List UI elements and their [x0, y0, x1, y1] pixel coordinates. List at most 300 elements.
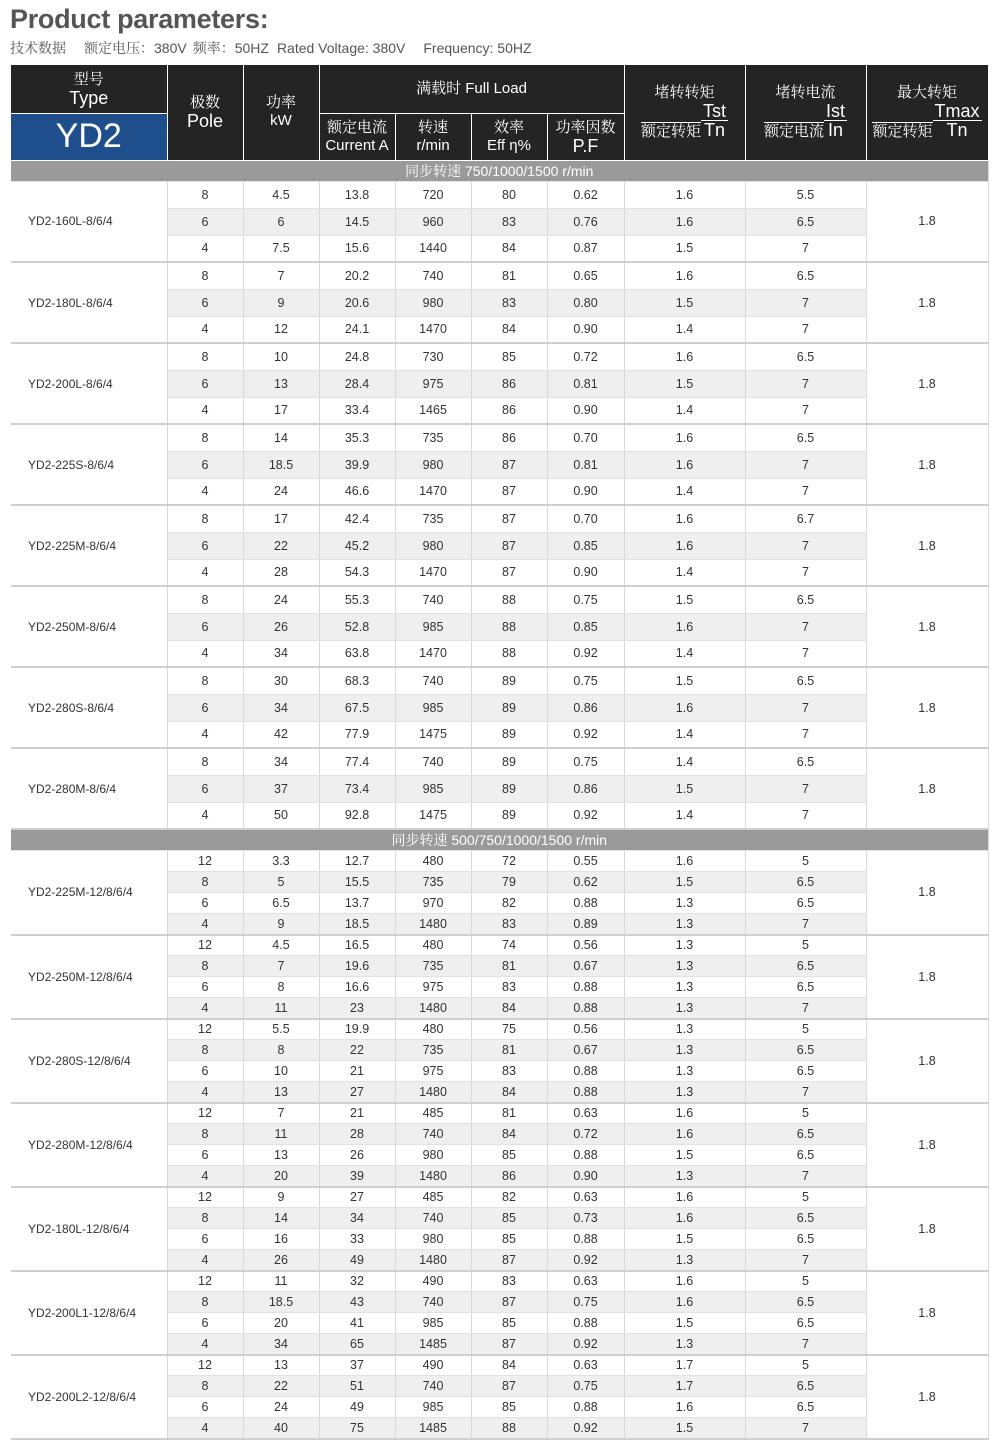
table-row [11, 1271, 988, 1292]
model-type: YD2-180L-12/8/6/4 [11, 1187, 167, 1271]
cell-speed: 735 [395, 1040, 471, 1061]
cell-efficiency: 85 [471, 1397, 547, 1418]
header-tmax-cn2: 额定转矩 [872, 122, 933, 140]
cell-ist-ratio: 7 [745, 914, 866, 935]
subtitle-voltage-cn: 额定电压：380V [84, 40, 187, 56]
cell-power: 5 [243, 872, 319, 893]
header-type-cn: 型号 [73, 70, 104, 88]
cell-speed: 480 [395, 851, 471, 872]
cell-power-factor: 0.63 [547, 1103, 624, 1124]
cell-power-factor: 0.62 [547, 181, 624, 208]
cell-speed: 975 [395, 977, 471, 998]
cell-current: 13.7 [319, 893, 395, 914]
header-current-en: Current A [325, 136, 389, 154]
table-row [11, 1187, 988, 1208]
header-tmax-cn1: 最大转矩 [896, 83, 957, 101]
cell-ist-ratio: 6.5 [745, 343, 866, 370]
cell-current: 23 [319, 998, 395, 1019]
cell-current: 19.6 [319, 956, 395, 977]
header-type-en: Type [69, 87, 109, 108]
cell-tst-ratio: 1.6 [624, 694, 745, 721]
cell-current: 21 [319, 1061, 395, 1082]
cell-pole: 4 [167, 235, 243, 262]
cell-power: 8 [243, 977, 319, 998]
cell-speed: 1480 [395, 1166, 471, 1187]
cell-ist-ratio: 7 [745, 532, 866, 559]
cell-efficiency: 84 [471, 998, 547, 1019]
cell-efficiency: 84 [471, 1082, 547, 1103]
cell-efficiency: 87 [471, 1250, 547, 1271]
cell-pole: 4 [167, 1250, 243, 1271]
cell-efficiency: 81 [471, 1103, 547, 1124]
cell-efficiency: 89 [471, 721, 547, 748]
cell-efficiency: 83 [471, 977, 547, 998]
cell-efficiency: 72 [471, 851, 547, 872]
header-ist-cn1: 堵转电流 [775, 83, 836, 101]
cell-current: 13.8 [319, 181, 395, 208]
cell-efficiency: 85 [471, 1229, 547, 1250]
table-row [11, 1355, 988, 1376]
table-row [11, 667, 988, 694]
cell-ist-ratio: 7 [745, 1418, 866, 1439]
cell-speed: 485 [395, 1187, 471, 1208]
cell-power: 8 [243, 1040, 319, 1061]
cell-power: 20 [243, 1166, 319, 1187]
table-row [11, 343, 988, 370]
cell-pole: 8 [167, 872, 243, 893]
cell-power: 17 [243, 505, 319, 532]
cell-pole: 6 [167, 451, 243, 478]
cell-efficiency: 83 [471, 914, 547, 935]
header-full-load: 满载时 Full Load [319, 65, 624, 113]
subtitle-label: 技术数据 [10, 40, 66, 56]
cell-efficiency: 85 [471, 343, 547, 370]
cell-power-factor: 0.88 [547, 893, 624, 914]
cell-tst-ratio: 1.3 [624, 1082, 745, 1103]
cell-tmax-ratio: 1.8 [866, 1103, 988, 1187]
cell-ist-ratio: 6.5 [745, 208, 866, 235]
header-ist [745, 65, 866, 160]
cell-speed: 985 [395, 775, 471, 802]
cell-speed: 985 [395, 1397, 471, 1418]
cell-current: 55.3 [319, 586, 395, 613]
header-tst [624, 65, 745, 160]
model-type: YD2-280S-8/6/4 [11, 667, 167, 748]
cell-tst-ratio: 1.5 [624, 775, 745, 802]
cell-tmax-ratio: 1.8 [866, 748, 988, 829]
cell-tst-ratio: 1.7 [624, 1355, 745, 1376]
cell-ist-ratio: 5 [745, 851, 866, 872]
subtitle-frequency-en: Frequency: 50HZ [423, 40, 532, 56]
cell-power-factor: 0.90 [547, 478, 624, 505]
series-badge: YD2 [11, 113, 167, 160]
cell-ist-ratio: 7 [745, 370, 866, 397]
cell-tst-ratio: 1.3 [624, 956, 745, 977]
cell-efficiency: 74 [471, 935, 547, 956]
cell-speed: 985 [395, 613, 471, 640]
cell-current: 65 [319, 1334, 395, 1355]
cell-ist-ratio: 6.5 [745, 872, 866, 893]
cell-ist-ratio: 6.5 [745, 1061, 866, 1082]
cell-ist-ratio: 6.5 [745, 1292, 866, 1313]
cell-tmax-ratio: 1.8 [866, 505, 988, 586]
cell-speed: 485 [395, 1103, 471, 1124]
cell-pole: 8 [167, 343, 243, 370]
cell-efficiency: 82 [471, 893, 547, 914]
cell-tst-ratio: 1.4 [624, 397, 745, 424]
cell-power-factor: 0.75 [547, 667, 624, 694]
cell-ist-ratio: 6.5 [745, 1229, 866, 1250]
cell-efficiency: 89 [471, 694, 547, 721]
cell-current: 20.2 [319, 262, 395, 289]
cell-power: 11 [243, 998, 319, 1019]
cell-pole: 6 [167, 532, 243, 559]
cell-tst-ratio: 1.4 [624, 478, 745, 505]
cell-speed: 730 [395, 343, 471, 370]
cell-speed: 740 [395, 586, 471, 613]
cell-tst-ratio: 1.3 [624, 1166, 745, 1187]
cell-power-factor: 0.86 [547, 775, 624, 802]
table-row [11, 181, 988, 208]
cell-tmax-ratio: 1.8 [866, 343, 988, 424]
table-row [11, 748, 988, 775]
cell-power: 17 [243, 397, 319, 424]
cell-power: 11 [243, 1124, 319, 1145]
cell-power: 11 [243, 1271, 319, 1292]
cell-tst-ratio: 1.6 [624, 1397, 745, 1418]
cell-power: 4.5 [243, 181, 319, 208]
cell-power-factor: 0.92 [547, 802, 624, 829]
cell-current: 16.5 [319, 935, 395, 956]
cell-current: 24.1 [319, 316, 395, 343]
cell-ist-ratio: 5 [745, 1271, 866, 1292]
model-type: YD2-250M-8/6/4 [11, 586, 167, 667]
cell-power-factor: 0.75 [547, 1376, 624, 1397]
cell-tmax-ratio: 1.8 [866, 586, 988, 667]
cell-efficiency: 86 [471, 424, 547, 451]
model-type: YD2-280M-12/8/6/4 [11, 1103, 167, 1187]
header-pole-en: Pole [186, 111, 224, 132]
cell-current: 67.5 [319, 694, 395, 721]
header-power-cn: 功率 [265, 94, 296, 112]
cell-current: 51 [319, 1376, 395, 1397]
cell-speed: 980 [395, 451, 471, 478]
cell-power: 24 [243, 478, 319, 505]
cell-pole: 6 [167, 1145, 243, 1166]
cell-efficiency: 87 [471, 478, 547, 505]
cell-ist-ratio: 5 [745, 1019, 866, 1040]
model-type: YD2-250M-12/8/6/4 [11, 935, 167, 1019]
cell-speed: 970 [395, 893, 471, 914]
cell-tmax-ratio: 1.8 [866, 935, 988, 1019]
cell-tst-ratio: 1.5 [624, 289, 745, 316]
cell-ist-ratio: 7 [745, 775, 866, 802]
cell-power: 18.5 [243, 1292, 319, 1313]
cell-pole: 8 [167, 1124, 243, 1145]
cell-speed: 1470 [395, 559, 471, 586]
cell-ist-ratio: 6.5 [745, 1145, 866, 1166]
section-title: 同步转速 500/750/1000/1500 r/min [11, 829, 988, 851]
cell-tst-ratio: 1.5 [624, 872, 745, 893]
cell-current: 33.4 [319, 397, 395, 424]
cell-power-factor: 0.92 [547, 721, 624, 748]
cell-tmax-ratio: 1.8 [866, 1271, 988, 1355]
cell-power: 7 [243, 262, 319, 289]
header-eff-cn: 效率 [493, 118, 524, 136]
cell-efficiency: 79 [471, 872, 547, 893]
cell-efficiency: 86 [471, 1166, 547, 1187]
cell-power-factor: 0.89 [547, 914, 624, 935]
page-title: Product parameters: [10, 4, 269, 34]
cell-efficiency: 87 [471, 1376, 547, 1397]
cell-speed: 740 [395, 1292, 471, 1313]
cell-speed: 980 [395, 1229, 471, 1250]
cell-efficiency: 75 [471, 1019, 547, 1040]
header-speed-en: r/min [416, 136, 450, 154]
cell-current: 15.5 [319, 872, 395, 893]
cell-tst-ratio: 1.3 [624, 1334, 745, 1355]
header-tst-cn2: 额定转矩 [640, 122, 701, 140]
cell-ist-ratio: 6.5 [745, 748, 866, 775]
cell-pole: 6 [167, 613, 243, 640]
cell-tst-ratio: 1.4 [624, 316, 745, 343]
cell-tst-ratio: 1.5 [624, 1313, 745, 1334]
cell-power: 13 [243, 1145, 319, 1166]
cell-pole: 6 [167, 289, 243, 316]
cell-efficiency: 85 [471, 1313, 547, 1334]
cell-power-factor: 0.75 [547, 748, 624, 775]
cell-current: 28 [319, 1124, 395, 1145]
cell-ist-ratio: 6.5 [745, 1040, 866, 1061]
cell-power-factor: 0.90 [547, 559, 624, 586]
cell-ist-ratio: 6.5 [745, 586, 866, 613]
cell-ist-ratio: 6.5 [745, 977, 866, 998]
cell-tst-ratio: 1.6 [624, 343, 745, 370]
header-tst-den: Tn [704, 119, 726, 140]
cell-tmax-ratio: 1.8 [866, 1019, 988, 1103]
cell-tmax-ratio: 1.8 [866, 1355, 988, 1439]
subtitle-frequency-cn: 频率：50HZ [192, 40, 269, 56]
cell-speed: 1470 [395, 478, 471, 505]
header-eff-en: Eff η% [487, 136, 531, 154]
cell-pole: 4 [167, 316, 243, 343]
cell-ist-ratio: 7 [745, 559, 866, 586]
cell-ist-ratio: 7 [745, 235, 866, 262]
cell-power-factor: 0.55 [547, 851, 624, 872]
cell-power-factor: 0.76 [547, 208, 624, 235]
cell-efficiency: 89 [471, 667, 547, 694]
cell-power-factor: 0.67 [547, 1040, 624, 1061]
cell-current: 33 [319, 1229, 395, 1250]
cell-tst-ratio: 1.4 [624, 748, 745, 775]
table-row [11, 586, 988, 613]
cell-tmax-ratio: 1.8 [866, 262, 988, 343]
cell-pole: 4 [167, 478, 243, 505]
header-ist-den: In [828, 119, 844, 140]
cell-power-factor: 0.92 [547, 1418, 624, 1439]
cell-efficiency: 89 [471, 775, 547, 802]
table-header [11, 65, 988, 160]
cell-tst-ratio: 1.3 [624, 893, 745, 914]
header-ist-cn2: 额定电流 [763, 122, 824, 140]
header-pole-cn: 极数 [189, 94, 220, 112]
cell-speed: 490 [395, 1355, 471, 1376]
cell-pole: 8 [167, 1376, 243, 1397]
cell-tst-ratio: 1.4 [624, 640, 745, 667]
cell-pole: 4 [167, 721, 243, 748]
cell-current: 19.9 [319, 1019, 395, 1040]
cell-pole: 12 [167, 1019, 243, 1040]
cell-ist-ratio: 6.7 [745, 505, 866, 532]
cell-current: 39.9 [319, 451, 395, 478]
cell-speed: 980 [395, 289, 471, 316]
cell-tst-ratio: 1.3 [624, 935, 745, 956]
cell-ist-ratio: 7 [745, 397, 866, 424]
cell-speed: 985 [395, 694, 471, 721]
cell-tst-ratio: 1.5 [624, 586, 745, 613]
cell-speed: 490 [395, 1271, 471, 1292]
cell-current: 41 [319, 1313, 395, 1334]
cell-efficiency: 86 [471, 370, 547, 397]
cell-ist-ratio: 6.5 [745, 1313, 866, 1334]
model-type: YD2-225M-12/8/6/4 [11, 851, 167, 935]
cell-speed: 735 [395, 872, 471, 893]
cell-ist-ratio: 7 [745, 1082, 866, 1103]
cell-tst-ratio: 1.6 [624, 424, 745, 451]
cell-pole: 6 [167, 893, 243, 914]
cell-ist-ratio: 6.5 [745, 262, 866, 289]
cell-speed: 1470 [395, 640, 471, 667]
cell-speed: 1480 [395, 914, 471, 935]
cell-pole: 8 [167, 424, 243, 451]
header-speed-cn: 转速 [417, 118, 448, 136]
cell-power: 28 [243, 559, 319, 586]
cell-tst-ratio: 1.6 [624, 1271, 745, 1292]
cell-power-factor: 0.63 [547, 1271, 624, 1292]
cell-efficiency: 87 [471, 451, 547, 478]
cell-pole: 8 [167, 1040, 243, 1061]
cell-speed: 960 [395, 208, 471, 235]
header-power [243, 65, 319, 160]
model-type: YD2-160L-8/6/4 [11, 181, 167, 262]
cell-power: 42 [243, 721, 319, 748]
cell-power-factor: 0.88 [547, 1313, 624, 1334]
cell-power: 5.5 [243, 1019, 319, 1040]
cell-efficiency: 87 [471, 1334, 547, 1355]
cell-power: 40 [243, 1418, 319, 1439]
cell-pole: 12 [167, 851, 243, 872]
cell-tst-ratio: 1.3 [624, 977, 745, 998]
cell-power-factor: 0.92 [547, 640, 624, 667]
cell-pole: 12 [167, 1271, 243, 1292]
cell-pole: 4 [167, 914, 243, 935]
cell-tmax-ratio: 1.8 [866, 424, 988, 505]
cell-speed: 480 [395, 935, 471, 956]
cell-tst-ratio: 1.3 [624, 1019, 745, 1040]
cell-power-factor: 0.88 [547, 1082, 624, 1103]
cell-speed: 740 [395, 1376, 471, 1397]
cell-power: 7 [243, 1103, 319, 1124]
cell-ist-ratio: 6.5 [745, 1208, 866, 1229]
cell-ist-ratio: 5 [745, 1187, 866, 1208]
cell-tst-ratio: 1.3 [624, 998, 745, 1019]
header-pf-en: P.F [572, 135, 599, 156]
table-row [11, 505, 988, 532]
cell-power-factor: 0.88 [547, 1229, 624, 1250]
cell-power: 34 [243, 640, 319, 667]
cell-efficiency: 82 [471, 1187, 547, 1208]
cell-ist-ratio: 7 [745, 613, 866, 640]
cell-power-factor: 0.65 [547, 262, 624, 289]
cell-power: 18.5 [243, 451, 319, 478]
cell-pole: 4 [167, 998, 243, 1019]
cell-speed: 480 [395, 1019, 471, 1040]
cell-power-factor: 0.62 [547, 872, 624, 893]
header-speed [395, 113, 471, 160]
cell-current: 14.5 [319, 208, 395, 235]
cell-tst-ratio: 1.3 [624, 1250, 745, 1271]
header-ist-num: Ist [826, 100, 846, 121]
parameters-table [11, 65, 989, 1440]
cell-speed: 1470 [395, 316, 471, 343]
header-tmax-fraction [933, 102, 982, 139]
cell-tmax-ratio: 1.8 [866, 851, 988, 935]
cell-power: 34 [243, 748, 319, 775]
cell-current: 24.8 [319, 343, 395, 370]
cell-ist-ratio: 7 [745, 1334, 866, 1355]
cell-current: 45.2 [319, 532, 395, 559]
cell-tst-ratio: 1.5 [624, 1229, 745, 1250]
cell-power: 24 [243, 1397, 319, 1418]
cell-tst-ratio: 1.6 [624, 181, 745, 208]
cell-efficiency: 83 [471, 1061, 547, 1082]
cell-power-factor: 0.88 [547, 977, 624, 998]
cell-power: 20 [243, 1313, 319, 1334]
cell-power-factor: 0.63 [547, 1187, 624, 1208]
cell-current: 77.9 [319, 721, 395, 748]
cell-power-factor: 0.70 [547, 505, 624, 532]
cell-power-factor: 0.92 [547, 1250, 624, 1271]
cell-pole: 8 [167, 181, 243, 208]
cell-tst-ratio: 1.6 [624, 1103, 745, 1124]
cell-ist-ratio: 6.5 [745, 1124, 866, 1145]
cell-power-factor: 0.56 [547, 1019, 624, 1040]
table-row [11, 935, 988, 956]
cell-current: 26 [319, 1145, 395, 1166]
cell-power-factor: 0.67 [547, 956, 624, 977]
model-type: YD2-225M-8/6/4 [11, 505, 167, 586]
model-type: YD2-200L2-12/8/6/4 [11, 1355, 167, 1439]
cell-power-factor: 0.87 [547, 235, 624, 262]
cell-power-factor: 0.63 [547, 1355, 624, 1376]
cell-efficiency: 89 [471, 748, 547, 775]
model-type: YD2-200L-8/6/4 [11, 343, 167, 424]
cell-tst-ratio: 1.5 [624, 1418, 745, 1439]
cell-efficiency: 81 [471, 1040, 547, 1061]
cell-speed: 980 [395, 532, 471, 559]
cell-efficiency: 85 [471, 1145, 547, 1166]
cell-pole: 12 [167, 1187, 243, 1208]
cell-current: 52.8 [319, 613, 395, 640]
cell-power: 9 [243, 289, 319, 316]
cell-efficiency: 80 [471, 181, 547, 208]
cell-current: 12.7 [319, 851, 395, 872]
cell-pole: 4 [167, 640, 243, 667]
cell-tst-ratio: 1.5 [624, 667, 745, 694]
cell-pole: 4 [167, 802, 243, 829]
cell-current: 18.5 [319, 914, 395, 935]
cell-ist-ratio: 7 [745, 640, 866, 667]
